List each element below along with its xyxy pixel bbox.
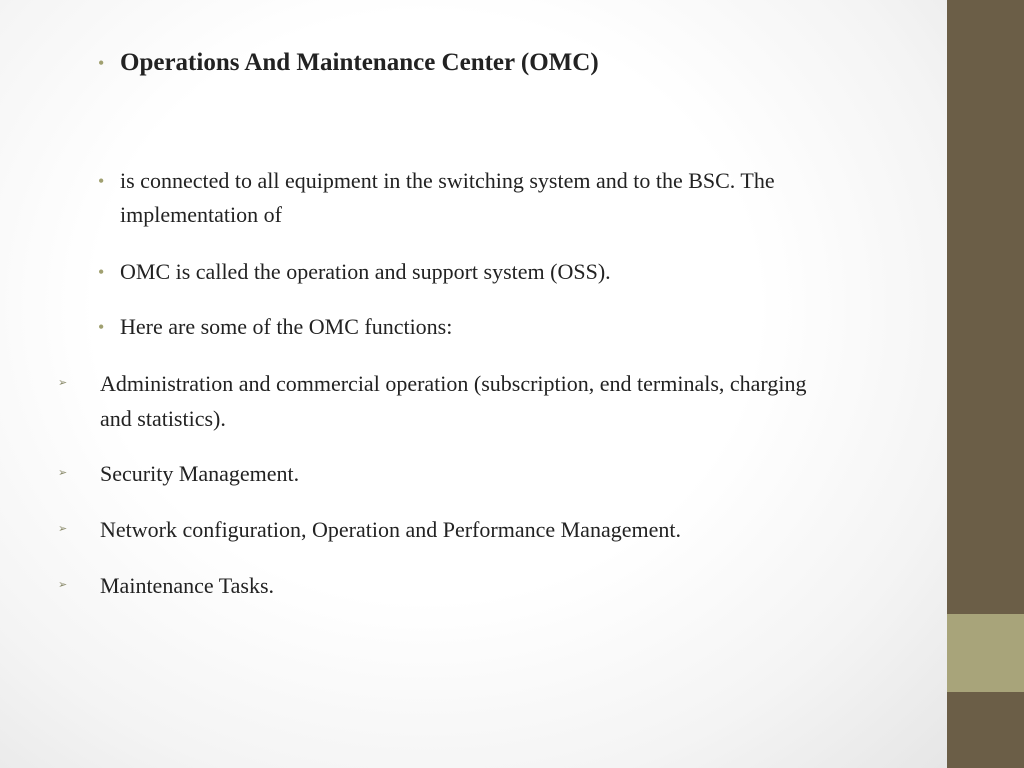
function-text: Maintenance Tasks. [100,573,275,598]
function-item [58,568,858,603]
arrow-bullet-icon: ➢ [58,377,68,389]
bullet-item [98,255,898,289]
bullet-text: is connected to all equipment in the switching system and to the BSC. The implementation of [120,168,775,227]
sidebar-segment-accent [947,614,1024,692]
bullet-item [98,164,898,232]
decorative-sidebar [947,0,1024,768]
slide-title [98,46,599,80]
function-item [58,512,858,547]
bullet-icon: • [98,262,105,282]
bullet-icon: • [98,53,105,73]
bullet-icon: • [98,317,105,337]
sidebar-segment-top [947,0,1024,614]
function-text: Security Management. [100,461,300,486]
title-text: Operations And Maintenance Center (OMC) [120,49,599,76]
bullet-item [98,310,898,344]
arrow-bullet-icon: ➢ [58,579,68,591]
function-item [58,366,858,436]
function-item [58,456,858,491]
sidebar-segment-bottom [947,692,1024,768]
function-text: Administration and commercial operation (subscription, end terminals, charging and statistics). [100,371,807,431]
arrow-bullet-icon: ➢ [58,523,68,535]
bullet-text: Here are some of the OMC functions: [120,314,453,339]
bullet-icon: • [98,171,105,191]
arrow-bullet-icon: ➢ [58,467,68,479]
function-text: Network configuration, Operation and Performance Management. [100,517,681,542]
bullet-text: OMC is called the operation and support system (OSS). [120,259,611,284]
